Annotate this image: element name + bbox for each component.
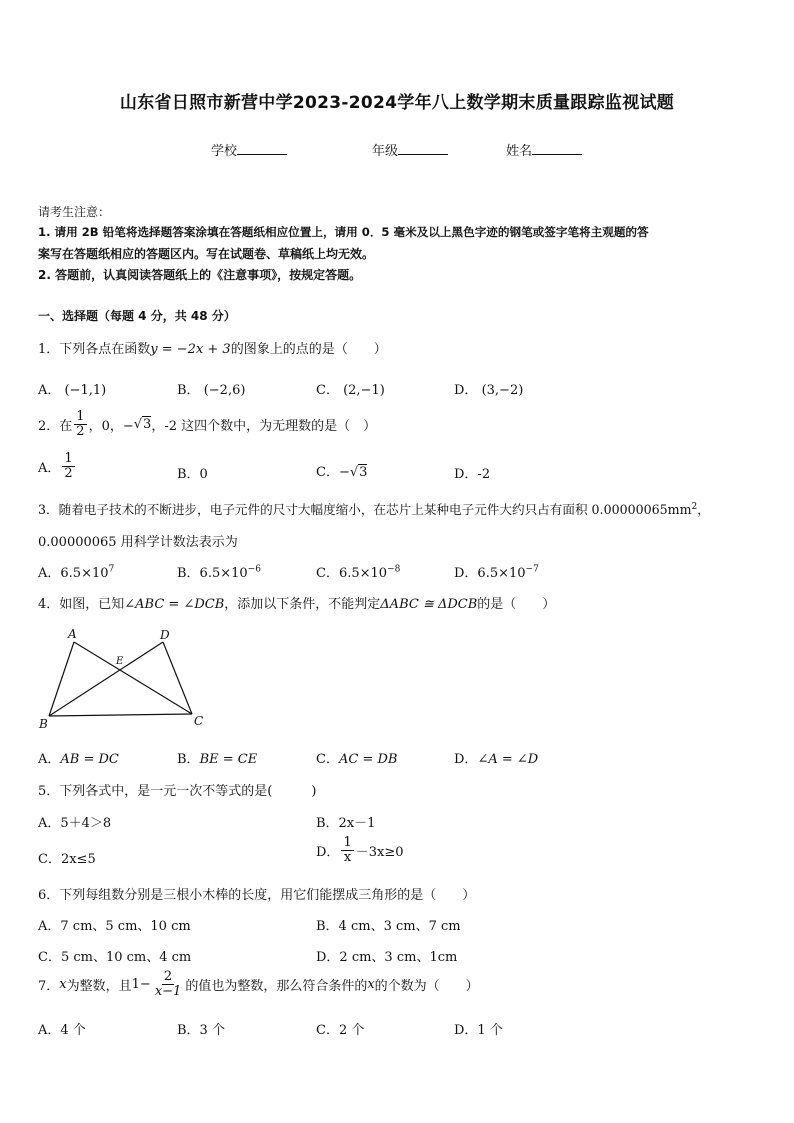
q7-option-b[interactable]: B．3 个 bbox=[177, 1023, 225, 1038]
label-d: D bbox=[160, 628, 170, 642]
school-field bbox=[211, 140, 287, 159]
notice-line1b: 案写在答题纸相应的答题区内。写在试题卷、草稿纸上均无效。 bbox=[38, 247, 375, 261]
segment-db bbox=[49, 642, 163, 716]
q1-option-b[interactable]: B． (−2,6) bbox=[177, 383, 246, 398]
question-3-line2: 0.00000065 用科学计数法表示为 bbox=[38, 535, 238, 550]
q1-option-c[interactable]: C． (2,−1) bbox=[316, 383, 385, 398]
notice-line2: 2. 答题前，认真阅读答题纸上的《注意事项》，按规定答题。 bbox=[38, 268, 362, 282]
q7-fraction: $\frac{2}{x-1}$ bbox=[154, 969, 182, 999]
segment-ac bbox=[74, 642, 192, 714]
sqrt-icon: √ bbox=[133, 416, 143, 432]
q3-option-d[interactable]: D．$6.5\times 10^{-7}$ bbox=[454, 564, 539, 581]
q4-option-b[interactable]: B．BE = CE bbox=[177, 752, 258, 767]
q2-option-a[interactable]: A． $\frac{1}{2}$ bbox=[38, 451, 73, 481]
notice-heading: 请考生注意： bbox=[38, 205, 111, 219]
q1-option-d-value: (3,−2) bbox=[481, 383, 524, 398]
grade-label: 年级 bbox=[372, 144, 399, 159]
q1-stem-a: 1．下列各点在函数 bbox=[38, 342, 151, 357]
q4-option-a[interactable]: A．AB = DC bbox=[38, 752, 119, 767]
grade-blank bbox=[398, 154, 448, 155]
q1-option-a-value: (−1,1) bbox=[64, 383, 107, 398]
q2-sqrt-value: 3 bbox=[143, 417, 152, 433]
label-a: A bbox=[68, 627, 77, 641]
q1-option-a[interactable]: A． (−1,1) bbox=[38, 383, 107, 398]
q4-geometry-figure bbox=[36, 624, 216, 734]
q6-option-c[interactable]: C．5 cm、10 cm、4 cm bbox=[38, 950, 192, 965]
segment-bc bbox=[49, 714, 192, 716]
q7-option-a[interactable]: A．4 个 bbox=[38, 1023, 86, 1038]
q1-option-b-value: (−2,6) bbox=[203, 383, 246, 398]
q1-stem-b: 的图象上的点的是（ ） bbox=[230, 342, 387, 357]
q5-option-d-fraction: $\frac{1}{x}$ bbox=[343, 835, 352, 865]
q2-option-b[interactable]: B．0 bbox=[177, 467, 208, 482]
notice-line1a: 1. 请用 2B 铅笔将选择题答案涂填在答题纸相应位置上，请用 0．5 毫米及以上黑色字迹的钢笔或签字笔将主观题的答 bbox=[38, 225, 649, 239]
q3-option-a[interactable]: A．$6.5\times 10^7$ bbox=[38, 564, 115, 581]
question-7-stem: 7． x 为整数，且 1− $\frac{2}{x-1}$ 的值也为整数，那么符合条件的 x 的个数为（ ） bbox=[38, 969, 479, 999]
name-field bbox=[506, 140, 582, 159]
q2-fraction-half: $\frac{1}{2}$ bbox=[76, 409, 85, 439]
name-label: 姓名 bbox=[506, 144, 533, 159]
q1-option-c-value: (2,−1) bbox=[343, 383, 385, 398]
q6-option-d[interactable]: D．2 cm、3 cm、1cm bbox=[316, 950, 458, 965]
q2-option-d[interactable]: D．-2 bbox=[454, 467, 491, 482]
label-b: B bbox=[39, 717, 48, 731]
q7-option-d[interactable]: D．1 个 bbox=[454, 1023, 503, 1038]
q2-option-c[interactable]: C．−√3 bbox=[316, 465, 368, 480]
question-5-stem: 5．下列各式中，是一元一次不等式的是( ) bbox=[38, 784, 317, 799]
page-title: 山东省日照市新营中学2023-2024学年八上数学期末质量跟踪监视试题 bbox=[119, 93, 675, 113]
label-c: C bbox=[194, 714, 204, 728]
q6-option-b[interactable]: B．4 cm、3 cm、7 cm bbox=[316, 919, 461, 934]
q5-option-b[interactable]: B．2x－1 bbox=[316, 816, 376, 831]
q1-option-d[interactable]: D． (3,−2) bbox=[454, 383, 524, 398]
name-blank bbox=[532, 154, 582, 155]
grade-field bbox=[372, 140, 448, 159]
q7-option-c[interactable]: C．2 个 bbox=[316, 1023, 365, 1038]
question-6-stem: 6．下列每组数分别是三根小木棒的长度，用它们能摆成三角形的是（ ） bbox=[38, 888, 476, 903]
label-e: E bbox=[116, 656, 124, 667]
q5-option-d[interactable]: D． $\frac{1}{x}$ －3x≥0 bbox=[316, 835, 404, 865]
question-4-stem: 4．如图，已知∠ABC = ∠DCB，添加以下条件，不能判定ΔABC ≅ ΔDCB的是（ ） bbox=[38, 597, 556, 612]
q3-option-c[interactable]: C．$6.5\times 10^{-8}$ bbox=[316, 564, 401, 581]
q1-function: y = −2x + 3 bbox=[150, 342, 231, 357]
segment-ab bbox=[49, 642, 74, 716]
question-3-line1: 3．随着电子技术的不断进步，电子元件的尺寸大幅度缩小，在芯片上某种电子元件大约只占有面积 $0.00000065mm^2$， bbox=[38, 501, 710, 517]
segment-dc bbox=[163, 642, 192, 714]
school-label: 学校 bbox=[211, 144, 238, 159]
question-1-stem bbox=[38, 338, 387, 357]
q5-option-a[interactable]: A．5＋4＞8 bbox=[38, 816, 112, 831]
school-blank bbox=[237, 154, 287, 155]
q2-option-a-fraction: $\frac{1}{2}$ bbox=[64, 451, 73, 481]
q4-option-c[interactable]: C．AC = DB bbox=[316, 752, 398, 767]
q6-option-a[interactable]: A．7 cm、5 cm、10 cm bbox=[38, 919, 191, 934]
q5-option-c[interactable]: C．2x≤5 bbox=[38, 852, 96, 867]
section-heading: 一、选择题（每题 4 分，共 48 分） bbox=[38, 309, 236, 323]
sqrt-icon: √ bbox=[349, 465, 359, 480]
q4-option-d[interactable]: D．∠A = ∠D bbox=[454, 752, 539, 767]
q3-option-b[interactable]: B．$6.5\times 10^{-6}$ bbox=[177, 564, 261, 581]
question-2-stem: 2．在 $\frac{1}{2}$ ，0，− √ 3 ，-2 这四个数中，为无理数的是（ ） bbox=[38, 409, 377, 439]
